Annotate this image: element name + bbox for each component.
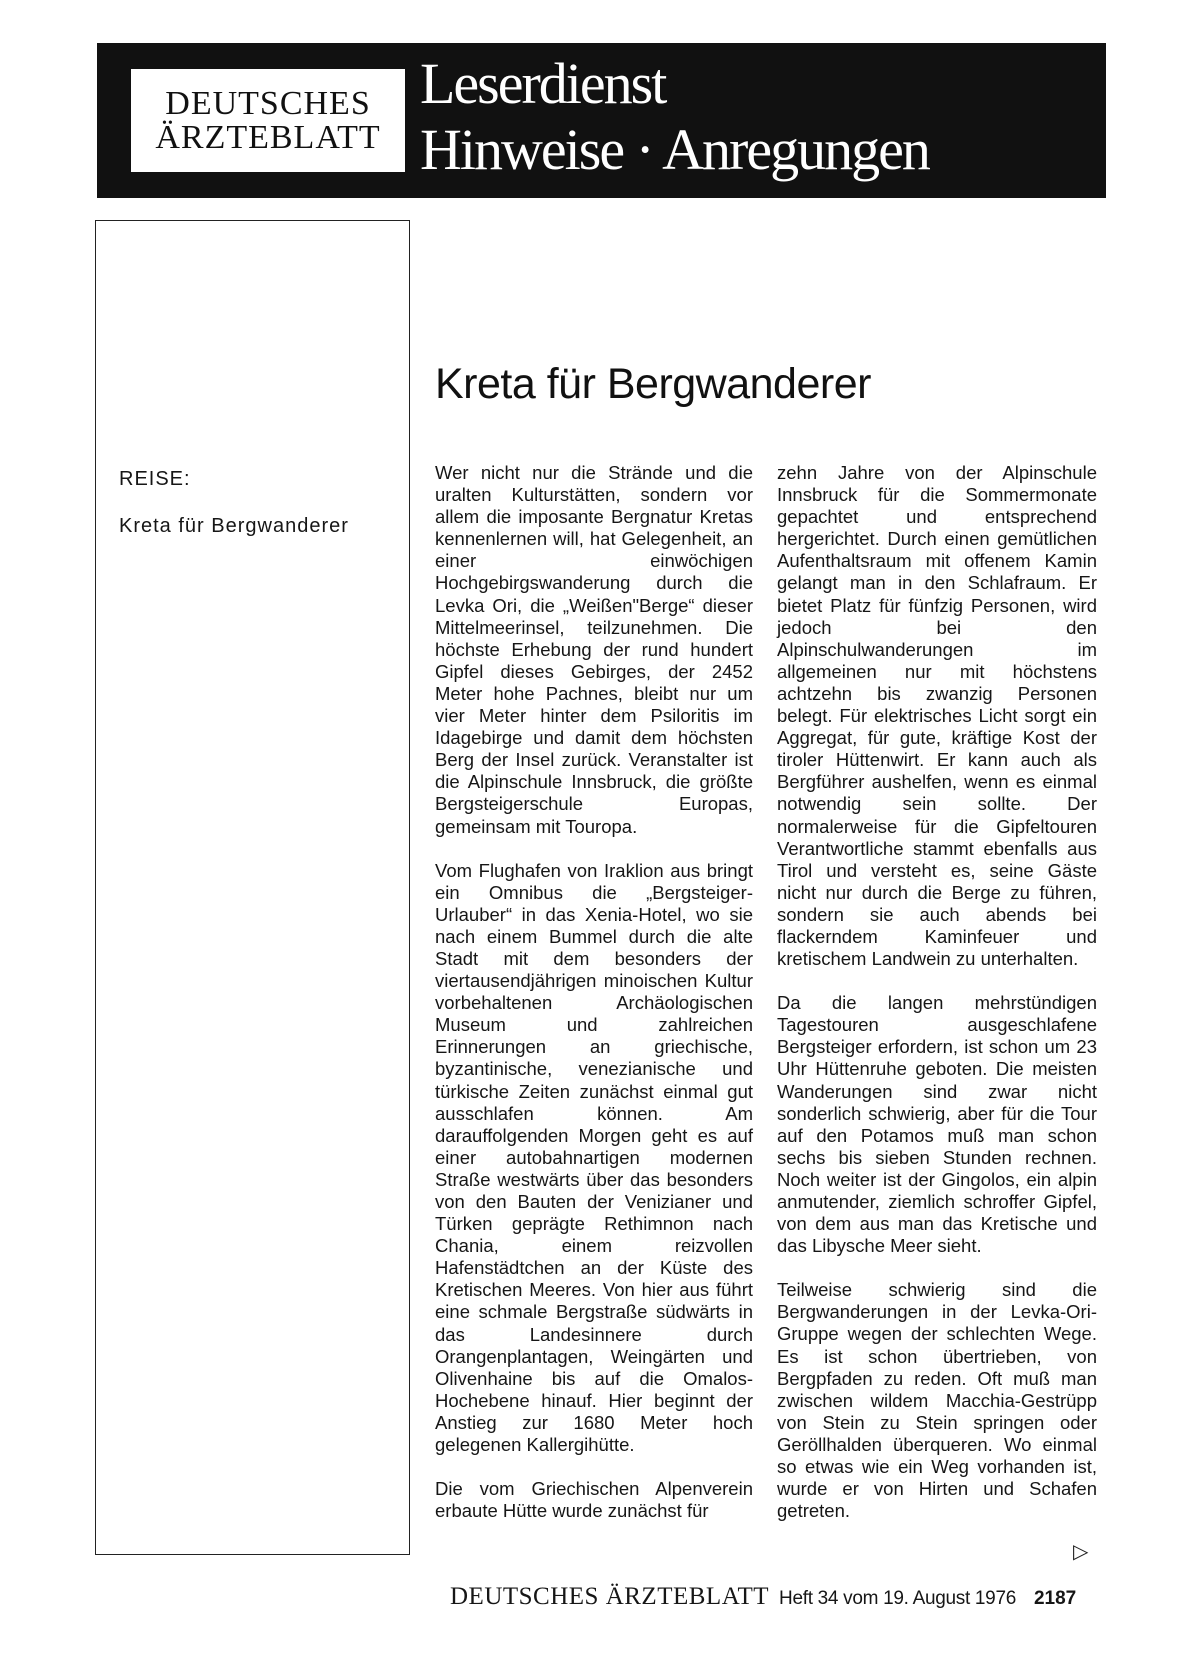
page-number: 2187 [1033,1588,1077,1609]
sidebar-box [95,220,410,1555]
publication-logo [131,69,405,172]
logo-line-2: ÄRZTEBLATT [155,118,381,156]
section-heading-line-1: Leserdienst [420,51,666,116]
sidebar-article-title: Kreta für Bergwanderer [119,515,349,537]
section-heading-line-2: Hinweise · Anregungen [420,117,929,182]
continue-arrow-icon: ▷ [1073,1541,1089,1563]
paragraph: Vom Flughafen von Iraklion aus bringt ein Omnibus die „Bergsteiger-Urlauber“ in das Xenia-Hotel, wo sie nach einem Bummel durch die alte Stadt mit dem besonders der viertausendjährigen minoischen Kultur vorbehaltenen Archäologischen Museum und zahlreichen Erinnerungen an griechische, byzantinische, venezianische und türkische Zeiten zunächst einmal gut ausschlafen können. Am darauffolgenden Morgen geht es auf einer autobahnartigen modernen Straße westwärts über das besonders von den Bauten der Venizianer und Türken geprägte Rethimnon nach Chania, einem reizvollen Hafenstädtchen an der Küste des Kretischen Meeres. Von hier aus führt eine schmale Bergstraße südwärts in das Landesinnere durch Orangenplantagen, Weingärten und Olivenhaine bis auf die Omalos-Hochebene hinauf. Hier beginnt der Anstieg zur 1680 Meter hoch gelegenen Kallergihütte. [435,859,753,1456]
footer-issue: Heft 34 vom 19. August 1976 [779,1588,1016,1609]
footer-publication: DEUTSCHES ÄRZTEBLATT [450,1583,770,1610]
page-footer [450,1583,1076,1611]
article-title: Kreta für Bergwanderer [435,360,871,408]
paragraph: Da die langen mehrstündigen Tagestouren ausgeschlafene Bergsteiger erfordern, ist schon um 23 Uhr Hüttenruhe geboten. Die meisten Wanderungen sind zwar nicht sonderlich schwierig, aber für die Tour auf den Potamos muß man schon sechs bis sieben Stunden rechnen. Noch weiter ist der Gingolos, ein alpin anmutender, ziemlich schroffer Gipfel, von dem aus man das Kretische und das Libysche Meer sieht. [777,992,1097,1257]
paragraph: Wer nicht nur die Strände und die uralten Kulturstätten, sondern vor allem die imposante Bergnatur Kretas kennenlernen will, hat Gelegenheit, an einer einwöchigen Hochgebirgswanderung durch die Levka Ori, die „Weißen"Berge“ dieser Mittelmeerinsel, teilzunehmen. Die höchste Erhebung der rund hundert Gipfel dieses Gebirges, der 2452 Meter hohe Pachnes, bleibt nur um vier Meter hinter dem Psiloritis im Idagebirge und damit dem höchsten Berg der Insel zurück. Veranstalter ist die Alpinschule Innsbruck, die größte Bergsteigerschule Europas, gemeinsam mit Touropa. [435,462,753,837]
article-column-1 [435,462,753,1544]
section-heading [420,51,929,183]
logo-line-1: DEUTSCHES [165,84,371,122]
article-column-2 [777,462,1097,1544]
paragraph: Die vom Griechischen Alpenverein erbaute Hütte wurde zunächst für [435,1478,753,1522]
paragraph: Teilweise schwierig sind die Bergwanderungen in der Levka-Ori-Gruppe wegen der schlechten Wege. Es ist schon übertrieben, von Bergpfaden zu reden. Oft muß man zwischen wildem Macchia-Gestrüpp von Stein zu Stein springen oder Geröllhalden überqueren. Wo einmal so etwas wie ein Weg vorhanden ist, wurde er von Hirten und Schafen getreten. [777,1279,1097,1522]
paragraph: zehn Jahre von der Alpinschule Innsbruck für die Sommermonate gepachtet und entsprechend hergerichtet. Durch einen gemütlichen Aufenthaltsraum mit offenem Kamin gelangt man in den Schlafraum. Er bietet Platz für fünfzig Personen, wird jedoch bei den Alpinschulwanderungen im allgemeinen nur mit höchstens achtzehn bis zwanzig Personen belegt. Für elektrisches Licht sorgt ein Aggregat, für gute, kräftige Kost der tiroler Hüttenwirt. Er kann auch als Bergführer aushelfen, wenn es einmal notwendig sein sollte. Der normalerweise für die Gipfeltouren Verantwortliche stammt ebenfalls aus Tirol und versteht es, seine Gäste nicht nur durch die Berge zu führen, sondern sie auch abends bei flackerndem Kaminfeuer und kretischem Landwein zu unterhalten. [777,462,1097,970]
sidebar-category: REISE: [119,468,191,490]
header-banner [97,43,1106,198]
